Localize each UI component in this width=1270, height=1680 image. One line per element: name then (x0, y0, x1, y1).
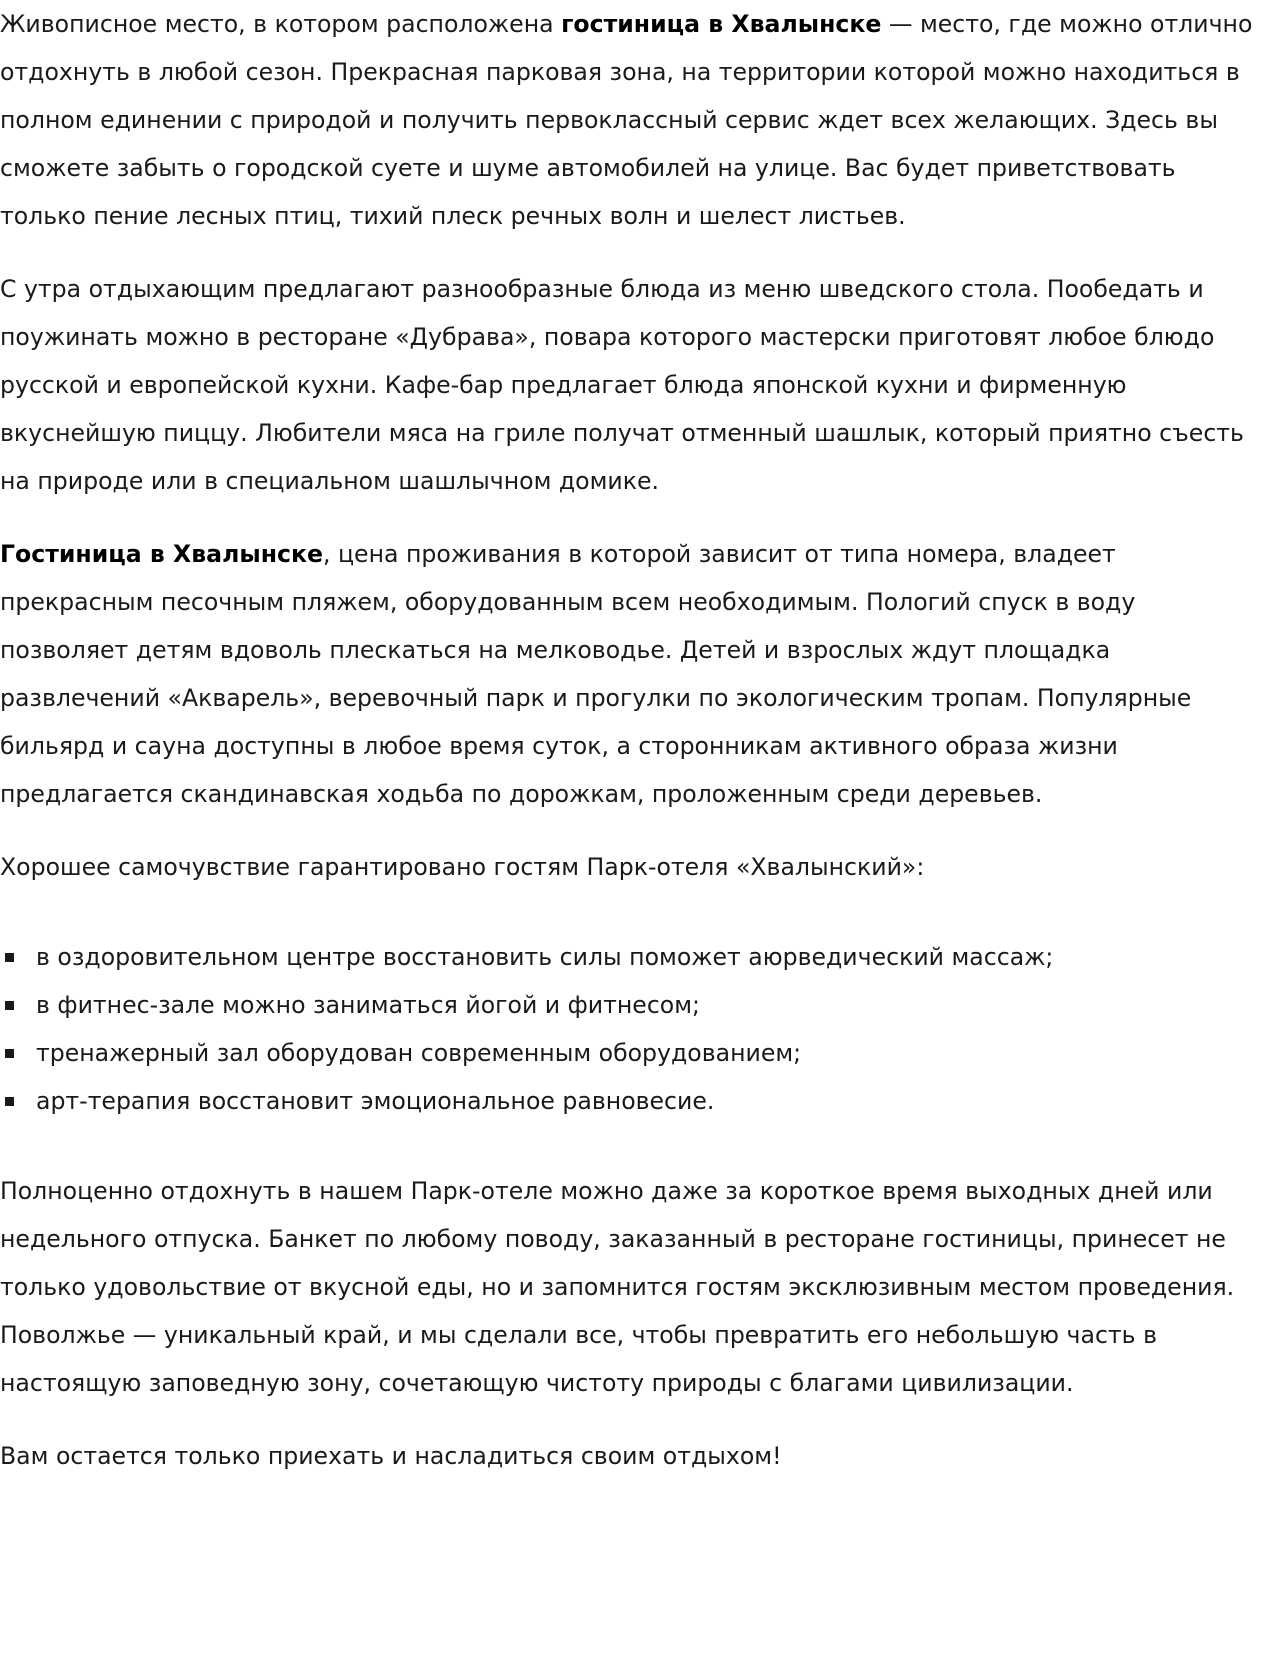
list-item (0, 981, 1262, 1029)
list-item-text: арт-терапия восстановит эмоциональное равновесие. (36, 1087, 715, 1115)
paragraph-intro-text-end: — место, где можно отлично отдохнуть в любой сезон. Прекрасная парковая зона, на территории которой можно находиться в полном единении с природой и получить первоклассный сервис ждет всех желающих. Здесь вы сможете забыть о городской суете и шуме автомобилей на улице. Вас будет приветствовать только пение лесных птиц, тихий плеск речных волн и шелест листьев. (0, 10, 1253, 230)
keyword-hotel-khvalynsk-2: Гостиница в Хвалынске (0, 540, 323, 568)
paragraph-banquet: Полноценно отдохнуть в нашем Парк-отеле можно даже за короткое время выходных дней или недельного отпуска. Банкет по любому поводу, заказанный в ресторане гостиницы, принесет не только удовольствие от вкусной еды, но и запомнится гостям эксклюзивным местом проведения. Поволжье — уникальный край, и мы сделали все, чтобы превратить его небольшую часть в настоящую заповедную зону, сочетающую чистоту природы с благами цивилизации. (0, 1177, 1235, 1397)
square-bullet-icon (5, 1001, 14, 1010)
paragraph-wellbeing-intro: Хорошее самочувствие гарантировано гостям Парк-отеля «Хвалынский»: (0, 853, 925, 881)
square-bullet-icon (5, 1097, 14, 1106)
square-bullet-icon (5, 1049, 14, 1058)
paragraph-intro (0, 0, 1262, 240)
paragraph-closing: Вам остается только приехать и насладиться своим отдыхом! (0, 1442, 782, 1470)
keyword-hotel-khvalynsk: гостиница в Хвалынске (561, 10, 882, 38)
list-item-text: в оздоровительном центре восстановить силы поможет аюрведический массаж; (36, 943, 1054, 971)
list-item (0, 1077, 1262, 1125)
wellbeing-list (0, 933, 1262, 1125)
list-item-text: в фитнес-зале можно заниматься йогой и фитнесом; (36, 991, 700, 1019)
paragraph-intro-text-start: Живописное место, в котором расположена (0, 10, 562, 38)
square-bullet-icon (5, 953, 14, 962)
list-item (0, 933, 1262, 981)
paragraph-beach-text: , цена проживания в которой зависит от типа номера, владеет прекрасным песочным пляжем, оборудованным всем необходимым. Пологий спуск в воду позволяет детям вдоволь плескаться на мелководье. Детей и взрослых ждут площадка развлечений «Акварель», веревочный парк и прогулки по экологическим тропам. Популярные бильярд и сауна доступны в любое время суток, а сторонникам активного образа жизни предлагается скандинавская ходьба по дорожкам, проложенным среди деревьев. (0, 540, 1192, 808)
paragraph-dining: С утра отдыхающим предлагают разнообразные блюда из меню шведского стола. Пообедать и поужинать можно в ресторане «Дубрава», повара которого мастерски приготовят любое блюдо русской и европейской кухни. Кафе-бар предлагает блюда японской кухни и фирменную вкуснейшую пиццу. Любители мяса на гриле получат отменный шашлык, который приятно съесть на природе или в специальном шашлычном домике. (0, 275, 1244, 495)
list-item (0, 1029, 1262, 1077)
paragraph-beach (0, 530, 1262, 818)
list-item-text: тренажерный зал оборудован современным оборудованием; (36, 1039, 802, 1067)
